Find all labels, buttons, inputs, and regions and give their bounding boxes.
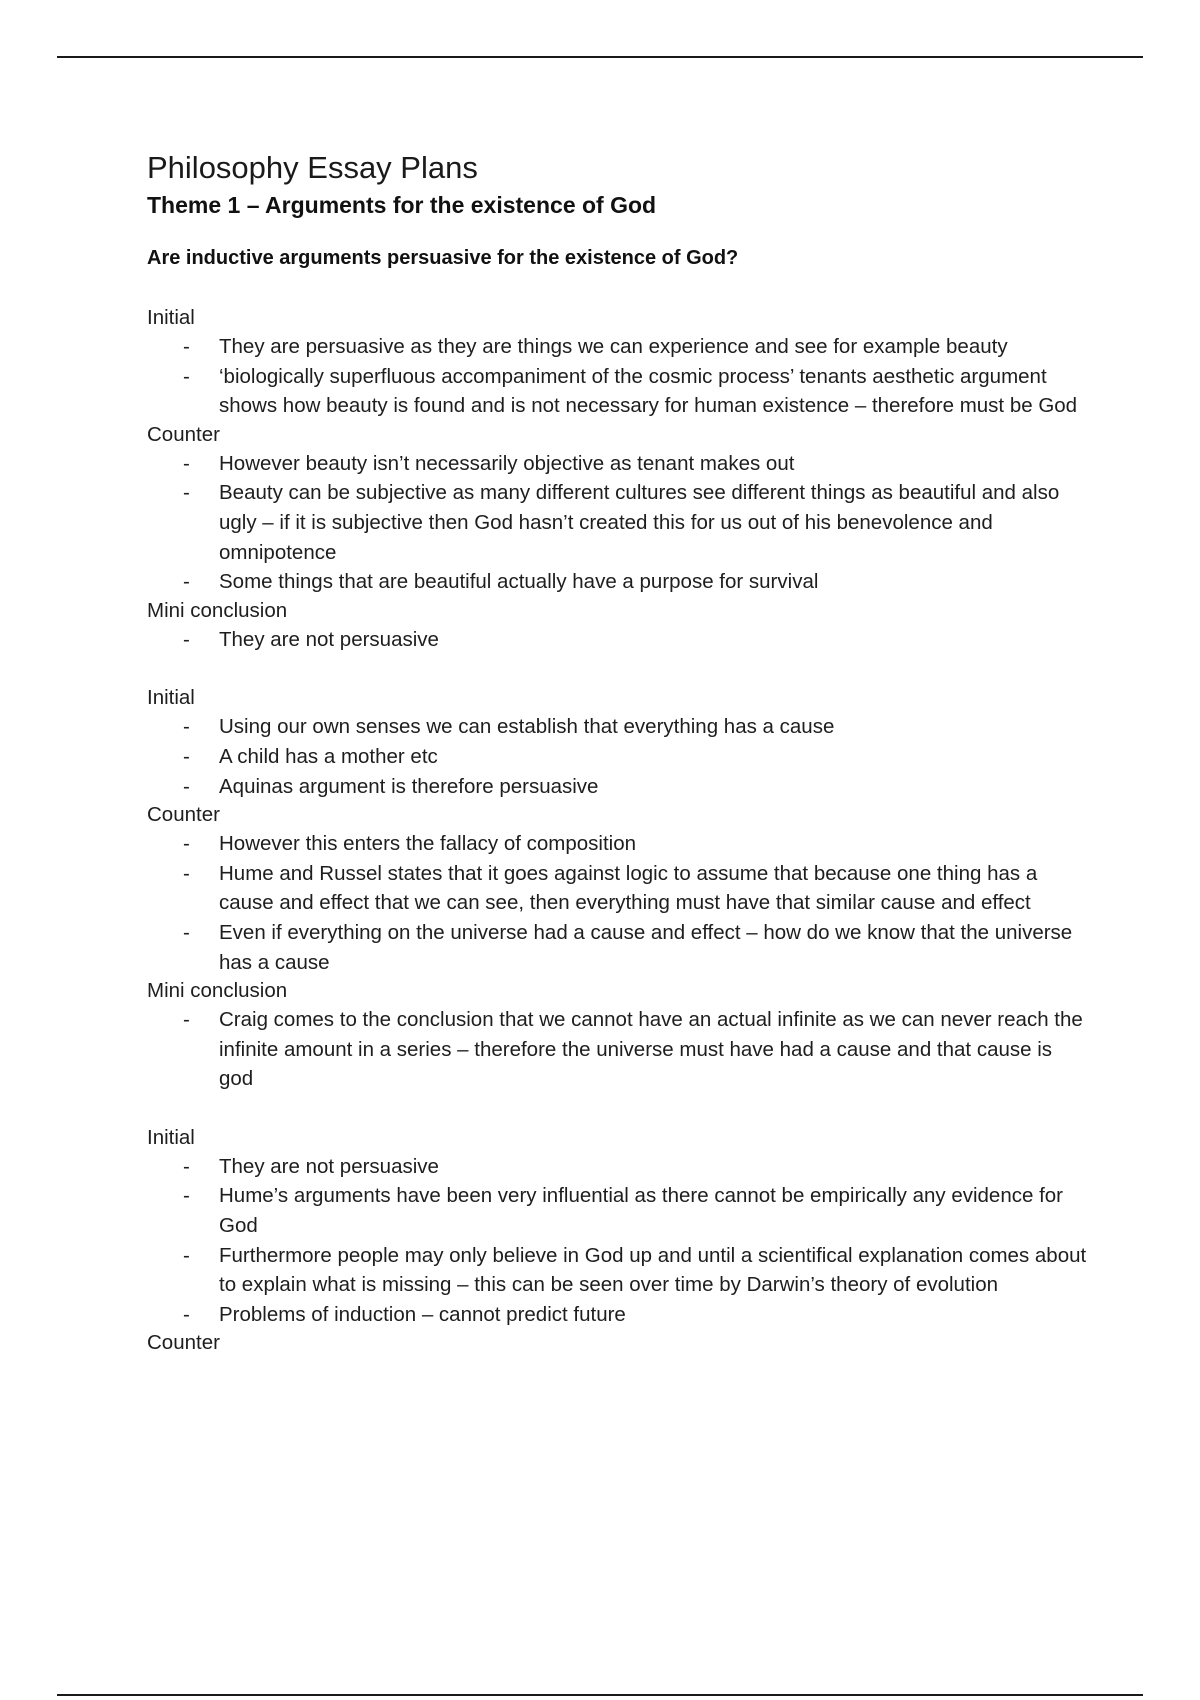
theme-heading: Theme 1 – Arguments for the existence of God bbox=[147, 192, 657, 218]
plan-section bbox=[147, 304, 1087, 421]
bullet-item: - Aquinas argument is therefore persuasive bbox=[147, 772, 1087, 802]
document-body bbox=[147, 148, 1087, 1387]
bullet-item: - However this enters the fallacy of composition bbox=[147, 829, 1087, 859]
plan-section bbox=[147, 421, 1087, 597]
essay-question: Are inductive arguments persuasive for the existence of God? bbox=[147, 247, 739, 269]
bullet-item: - However beauty isn’t necessarily objective as tenant makes out bbox=[147, 449, 1087, 479]
section-label: Initial bbox=[147, 1125, 195, 1149]
plan-block bbox=[147, 304, 1087, 654]
plan-section bbox=[147, 801, 1087, 977]
plan-section bbox=[147, 597, 1087, 655]
bullet-item: - Problems of induction – cannot predict future bbox=[147, 1300, 1087, 1330]
bullet-item: - Craig comes to the conclusion that we cannot have an actual infinite as we can never reach the infinite amount in a series – therefore the universe must have had a cause and that cause is god bbox=[147, 1005, 1087, 1094]
bullet-item: - Furthermore people may only believe in God up and until a scientifical explanation comes about to explain what is missing – this can be seen over time by Darwin’s theory of evolution bbox=[147, 1241, 1087, 1300]
essay-plan-blocks bbox=[147, 304, 1087, 1357]
plan-section bbox=[147, 1124, 1087, 1330]
section-label: Counter bbox=[147, 1331, 220, 1355]
bullet-list bbox=[147, 625, 1087, 655]
bullet-item: - They are not persuasive bbox=[147, 1152, 1087, 1182]
section-label: Initial bbox=[147, 306, 195, 329]
bullet-item: - ‘biologically superfluous accompaniment of the cosmic process’ tenants aesthetic argument shows how beauty is found and is not necessary for human existence – therefore must be God bbox=[147, 362, 1087, 421]
bullet-list bbox=[147, 712, 1087, 801]
bullet-list bbox=[147, 332, 1087, 421]
bullet-item: - They are persuasive as they are things we can experience and see for example beauty bbox=[147, 332, 1087, 362]
section-label: Mini conclusion bbox=[147, 979, 288, 1003]
bullet-item: - They are not persuasive bbox=[147, 625, 1087, 655]
plan-section bbox=[147, 1329, 1087, 1357]
bullet-item: - Hume’s arguments have been very influential as there cannot be empirically any evidence for God bbox=[147, 1181, 1087, 1240]
bullet-item: - Even if everything on the universe had a cause and effect – how do we know that the universe has a cause bbox=[147, 918, 1087, 977]
bullet-list bbox=[147, 1005, 1087, 1094]
plan-block bbox=[147, 1124, 1087, 1358]
bullet-item: - Using our own senses we can establish that everything has a cause bbox=[147, 712, 1087, 742]
plan-section bbox=[147, 977, 1087, 1094]
bullet-list bbox=[147, 829, 1087, 977]
top-rule bbox=[57, 56, 1143, 58]
document-title: Philosophy Essay Plans bbox=[147, 150, 478, 185]
bullet-list bbox=[147, 1152, 1087, 1330]
bullet-item: - A child has a mother etc bbox=[147, 742, 1087, 772]
plan-section bbox=[147, 684, 1087, 801]
bullet-item: - Hume and Russel states that it goes against logic to assume that because one thing has a cause and effect that we can see, then everything must have that similar cause and effect bbox=[147, 859, 1087, 918]
section-label: Initial bbox=[147, 686, 195, 710]
section-label: Mini conclusion bbox=[147, 598, 288, 622]
section-label: Counter bbox=[147, 803, 220, 827]
bullet-item: - Beauty can be subjective as many different cultures see different things as beautiful and also ugly – if it is subjective then God hasn’t created this for us out of his benevolence and omnipotence bbox=[147, 478, 1087, 567]
bottom-rule bbox=[57, 1694, 1143, 1696]
plan-block bbox=[147, 684, 1087, 1094]
bullet-list bbox=[147, 449, 1087, 597]
section-label: Counter bbox=[147, 422, 220, 446]
bullet-item: - Some things that are beautiful actually have a purpose for survival bbox=[147, 567, 1087, 597]
